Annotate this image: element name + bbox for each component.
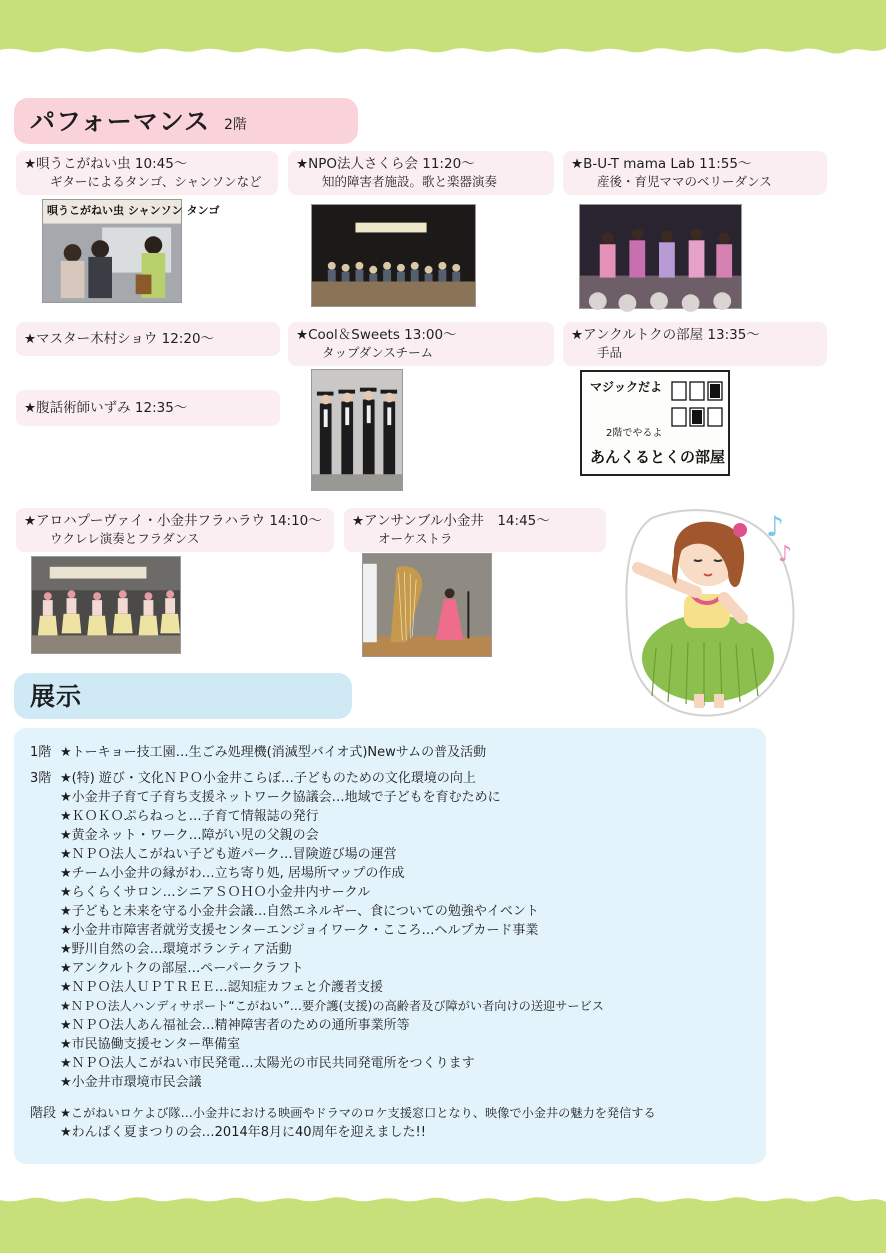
exhibit-item: ★野川自然の会…環境ボランティア活動 xyxy=(60,942,292,957)
exhibit-item: ★ＮＰＯ法人こがねい市民発電…太陽光の市民共同発電所をつくります xyxy=(60,1056,475,1071)
perf-item-name: ★唄うこがねい虫 10:45～ xyxy=(24,156,188,172)
exhibit-item: ★ＮＰＯ法人ハンディサポート“こがねい”…要介護(支援)の高齢者及び障がい者向けの送迎サービス xyxy=(60,999,604,1013)
perf-item-cool-sweets xyxy=(288,322,554,366)
magic-sign-line2: 2階でやるよ xyxy=(606,428,663,439)
exhibition-list xyxy=(14,728,766,1164)
perf-item-aloha xyxy=(16,508,334,552)
perf-item-desc: 手品 xyxy=(597,345,623,360)
perf-item-name: ★アンクルトクの部屋 13:35～ xyxy=(571,327,760,343)
exhibit-item: ★市民協働支援センター準備室 xyxy=(60,1037,241,1052)
perf-item-desc: オーケストラ xyxy=(378,531,453,546)
exhibit-floor-label: 3階 xyxy=(30,771,52,786)
photo-hula-dance xyxy=(31,556,181,654)
top-decorative-band xyxy=(0,0,886,70)
exhibit-item: ★ＮＰＯ法人あん福祉会…精神障害者のための通所事業所等 xyxy=(60,1018,410,1033)
exhibit-floor-label: 1階 xyxy=(30,745,52,760)
exhibit-item: ★アンクルトクの部屋…ペーパークラフト xyxy=(60,961,304,976)
perf-item-master-kimura xyxy=(16,322,280,356)
music-note-icon: ♪ xyxy=(778,542,793,567)
exhibit-item: ★こがねいロケよび隊…小金井における映画やドラマのロケ支援窓口となり、映像で小金井の魅力を発信する xyxy=(60,1106,656,1120)
performance-title: パフォーマンス xyxy=(30,107,211,136)
perf-item-uncle-toku xyxy=(563,322,827,366)
exhibit-item: ★子どもと未来を守る小金井会議…自然エネルギー、食についての勉強やイベント xyxy=(60,904,539,919)
magic-sign-line1: マジックだよ xyxy=(590,380,663,394)
exhibit-item: ★ＮＰＯ法人こがねい子ども遊パーク…冒険遊び場の運営 xyxy=(60,847,397,862)
bottom-decorative-band xyxy=(0,1190,886,1253)
exhibition-section-header xyxy=(14,673,352,719)
perf-item-desc: ギターによるタンゴ、シャンソンなど xyxy=(50,174,262,189)
perf-item-desc: 知的障害者施設。歌と楽器演奏 xyxy=(322,174,498,189)
photo-tap-dance xyxy=(311,369,403,491)
perf-item-desc: 産後・育児ママのベリーダンス xyxy=(597,174,772,189)
perf-item-name: ★Cool＆Sweets 13:00～ xyxy=(296,327,457,343)
exhibit-item: ★わんぱく夏まつりの会…2014年8月に40周年を迎えました!! xyxy=(60,1125,426,1140)
perf-item-ensemble xyxy=(344,508,606,552)
music-note-icon: ♪ xyxy=(766,510,784,543)
exhibit-item: ★らくらくサロン…シニアＳＯＨＯ小金井内サークル xyxy=(60,885,371,900)
exhibit-item: ★チーム小金井の縁がわ…立ち寄り処, 居場所マップの作成 xyxy=(60,866,405,881)
exhibit-item: ★小金井子育て子育ち支援ネットワーク協議会…地域で子どもを育むために xyxy=(60,790,501,805)
perf-item-name: ★アロハプーヴァイ・小金井フラハラウ 14:10～ xyxy=(24,513,322,529)
exhibit-item: ★(特) 遊び・文化ＮＰＯ小金井こらぼ…子どものための文化環境の向上 xyxy=(60,771,476,786)
performance-section-header xyxy=(14,98,358,144)
exhibit-item: ★ＫＯＫＯぷらねっと…子育て情報誌の発行 xyxy=(60,809,319,824)
exhibit-floor-label: 階段 xyxy=(30,1106,57,1121)
photo-utau-kogane xyxy=(42,199,220,303)
playing-cards-icon xyxy=(668,378,726,432)
exhibit-item: ★小金井市障害者就労支援センターエンジョイワーク・こころ…ヘルプカード事業 xyxy=(60,923,539,938)
perf-item-desc: ウクレレ演奏とフラダンス xyxy=(50,531,200,546)
exhibit-item: ★黄金ネット・ワーク…障がい児の父親の会 xyxy=(60,828,319,843)
exhibit-item: ★トーキョー技工園…生ごみ処理機(消滅型バイオ式)Newサムの普及活動 xyxy=(60,745,487,760)
perf-item-utau xyxy=(16,151,278,195)
perf-item-sakura xyxy=(288,151,554,195)
perf-item-desc: タップダンスチーム xyxy=(322,345,434,360)
perf-item-izumi xyxy=(16,390,280,426)
perf-item-name: ★マスター木村ショウ 12:20～ xyxy=(24,331,215,347)
photo-belly-dance xyxy=(579,204,742,309)
photo-ensemble-harp xyxy=(362,553,492,657)
exhibit-item: ★ＮＰＯ法人ＵＰＴＲＥＥ…認知症カフェと介護者支援 xyxy=(60,980,384,995)
perf-item-name: ★NPO法人さくら会 11:20～ xyxy=(296,156,475,172)
perf-item-but-mama xyxy=(563,151,827,195)
performance-floor: 2階 xyxy=(224,117,247,133)
exhibition-title: 展示 xyxy=(30,682,83,711)
perf-item-name: ★B-U-T mama Lab 11:55～ xyxy=(571,156,752,172)
photo-magic-sign xyxy=(580,370,730,476)
perf-item-name: ★アンサンブル小金井 14:45～ xyxy=(352,513,550,529)
photo-sign-text: 唄うこがねい虫 シャンソン タンゴ xyxy=(47,204,220,217)
exhibit-item: ★小金井市環境市民会議 xyxy=(60,1075,202,1090)
magic-sign-line3: あんくるとくの部屋 xyxy=(590,448,726,466)
perf-item-name: ★腹話術師いずみ 12:35～ xyxy=(24,400,188,416)
photo-sakura-kai xyxy=(311,204,476,307)
